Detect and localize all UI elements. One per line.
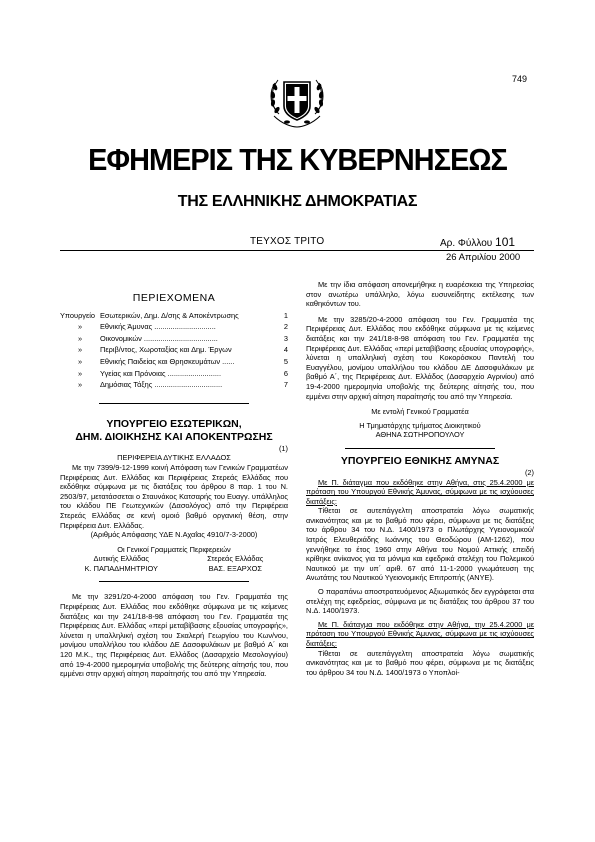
decision-paragraph: Με την ίδια απόφαση απονεμήθηκε η ευαρέσκεια της Υπηρεσίας στον ανωτέρω υπάλληλο, λόγω ευσυνείδητης εκτέλεσης των καθηκόντων του. bbox=[306, 280, 534, 309]
ministry-line: ΥΠΟΥΡΓΕΙΟ ΕΘΝΙΚΗΣ ΑΜΥΝΑΣ bbox=[340, 454, 500, 467]
toc-row bbox=[60, 368, 288, 380]
sheet-number: 101 bbox=[495, 235, 516, 249]
sheet-label: Αρ. Φύλλου bbox=[440, 238, 493, 249]
gazette-subtitle: ΤΗΣ ΕΛΛΗΝΙΚΗΣ ΔΗΜΟΚΡΑΤΙΑΣ bbox=[177, 193, 418, 210]
gazette-title: ΕΦΗΜΕΡΙΣ ΤΗΣ ΚΥΒΕΡΝΗΣΕΩΣ bbox=[88, 142, 507, 177]
decision-paragraph: Τίθεται σε αυτεπάγγελτη αποστρατεία λόγω σωματικής ανικανότητας και με το βαθμό που φέρει, σύμφωνα με τις διατάξεις του άρθρου 34 του Ν.Δ. 1400/1973 ο Πλωτάρχης Υγειονομικού/Ιατρός Ελευθεριάδης Ιωάννης του Θεοδώρου (ΑΜ-1262), που γεννήθηκε το έτος 1960 στην Αθήνα του Νομού Αττικής επειδή κρίθηκε ανίκανος για τα μόνιμα και εφεδρικά στελέχη του Πολεμικού Ναυτικού με την υπ΄ αριθ. 67 από 11-1-2000 γνωμάτευση της Ανωτάτης του Ναυτικού Υγειονομικής Επιτροπής (ΑΝΥΕ). bbox=[306, 506, 534, 583]
toc-col-b: Εθνικής Άμυνας .............................. bbox=[100, 322, 216, 332]
right-column bbox=[306, 280, 534, 677]
toc-col-b: Περιβ/ντος, Χωροταξίας και Δημ. Έργων bbox=[100, 345, 232, 355]
header-rule bbox=[60, 250, 534, 251]
signature-name: ΑΘΗΝΑ ΣΩΤΗΡΟΠΟΥΛΟΥ bbox=[375, 430, 465, 440]
toc-row bbox=[60, 310, 288, 322]
signature-role: Δυτικής Ελλάδας bbox=[93, 554, 149, 564]
signature-role: Στερεάς Ελλάδας bbox=[207, 554, 264, 564]
signature-2 bbox=[207, 554, 263, 573]
toc-row bbox=[60, 333, 288, 345]
toc-col-a: » bbox=[77, 333, 83, 343]
page-number: 749 bbox=[512, 74, 528, 84]
toc-col-b: Δημόσιας Τάξης ................................. bbox=[100, 380, 223, 390]
toc-col-b: Εσωτερικών, Δημ. Δ/σης & Αποκέντρωσης bbox=[100, 310, 239, 320]
toc-col-c: 4 bbox=[283, 345, 288, 355]
toc-title: ΠΕΡΙΕΧΟΜΕΝΑ bbox=[132, 292, 216, 304]
ministry-heading bbox=[306, 455, 534, 468]
toc-col-b: Υγείας και Πρόνοιας .......................... bbox=[100, 368, 222, 378]
decision-paragraph: Με την 3291/20-4-2000 απόφαση του Γεν. Γραμματέα της Περιφέρειας Δυτ. Ελλάδας που εκδόθηκε σύμφωνα με τις κείμενες διατάξεις και την 241/18-8-98 απόφαση του Γεν. Γραμματέα της Περιφέρειας Δυτ. Ελλάδας «περί μεταβίβασης εξουσίας υπογραφής», λύνεται η υπαλληλική σχέση του Σκαλερή Γεωργίου του Κων/νου, μονίμου υπαλλήλου του κλάδου ΔΕ Δασοφυλάκων με βαθμό Α΄ και 120 Μ.Κ., της Περιφέρειας Δυτ. Ελλάδος (Δασαρχείο Μεσολογγίου) από 19-4-2000 ημερομηνία υποβολής της δεύτερης αίτησής του, που εμμένει στην αρχική αίτηση παραίτησής του από την Υπηρεσία. bbox=[60, 592, 288, 679]
ministry-heading bbox=[60, 418, 288, 444]
decision-reference: (Αριθμός Απόφασης ΥΔΕ Ν.Αχαΐας 4910/7-3-2000) bbox=[90, 530, 258, 540]
signature-name: Κ. ΠΑΠΑΔΗΜΗΤΡΙΟΥ bbox=[84, 563, 158, 573]
signature-name: ΒΑΣ. ΕΞΑΡΧΟΣ bbox=[208, 563, 262, 573]
region-heading: ΠΕΡΙΦΕΡΕΙΑ ΔΥΤΙΚΗΣ ΕΛΛΑΔΟΣ bbox=[117, 453, 231, 463]
decision-paragraph: Ο παραπάνω αποστρατευόμενος Αξιωματικός δεν εγγράφεται στα στελέχη της εφεδρείας, σύμφωνα με τις διατάξεις του άρθρου 37 του Ν.Δ. 1400/1973. bbox=[306, 587, 534, 616]
signature-role: Η Τμηματάρχης τμήματος Διοικητικού bbox=[359, 420, 481, 430]
coat-of-arms-emblem bbox=[262, 72, 332, 134]
toc-col-a: » bbox=[77, 380, 83, 390]
toc-row bbox=[60, 356, 288, 368]
section-divider bbox=[345, 448, 495, 449]
table-of-contents bbox=[60, 310, 288, 391]
toc-col-a: » bbox=[77, 368, 83, 378]
signatures-block bbox=[60, 554, 288, 573]
toc-col-a: » bbox=[77, 345, 83, 355]
toc-col-a: » bbox=[77, 322, 83, 332]
left-column bbox=[60, 280, 288, 679]
toc-row bbox=[60, 321, 288, 333]
decision-number: (2) bbox=[524, 467, 534, 477]
decision-paragraph: Τίθεται σε αυτεπάγγελτη αποστρατεία λόγω σωματικής ανικανότητας και με το βαθμό που φέρει, σύμφωνα με τις διατάξεις του άρθρου 34 του Ν.Δ. 1400/1973 ο Υποπλοί- bbox=[306, 648, 534, 677]
decision-paragraph: Με την 7399/9-12-1999 κοινή Απόφαση των Γενικών Γραμματέων Περιφέρειας Δυτ. Ελλάδας και Περιφέρειας Στερεάς Ελλάδας που εκδόθηκε σύμφωνα με τις διατάξεις του άρθρου 8 παρ. 1 του Ν. 2503/97, μετατάσσεται ο Σταυνάκος Κατσαρής του Ευαγγ. υπάλληλος του κλάδου ΠΕ Γεωτεχνικών (Δασολόγος) από την Περιφέρεια Στερεάς Ελλάδας σε κενή ομοιό βαθμό οργανική θέση, στην Περιφέρεια Δυτ. Ελλάδας. bbox=[60, 462, 288, 530]
toc-col-c: 3 bbox=[283, 333, 288, 343]
toc-col-c: 6 bbox=[283, 368, 288, 378]
toc-col-c: 7 bbox=[283, 380, 288, 390]
decision-paragraph: Με Π. διάταγμα που εκδόθηκε στην Αθήνα, στις 25.4.2000 με πρόταση του Υπουργού Εθνικής Άμυνας, σύμφωνα με τις ισχύουσες διατάξεις: bbox=[306, 477, 534, 506]
toc-row bbox=[60, 344, 288, 356]
toc-col-c: 5 bbox=[283, 356, 288, 366]
signatures-heading: Οι Γενικοί Γραμματείς Περιφερειών bbox=[117, 544, 231, 554]
toc-row bbox=[60, 379, 288, 391]
section-divider bbox=[99, 581, 249, 582]
ministry-line-1: ΥΠΟΥΡΓΕΙΟ ΕΣΩΤΕΡΙΚΩΝ, bbox=[106, 417, 242, 430]
decision-paragraph: Με Π. διάταγμα που εκδόθηκε στην Αθήνα, την 25.4.2000 με πρόταση του Υπουργού Εθνικής Άμυνας, σύμφωνα με τις ισχύουσες διατάξεις: bbox=[306, 619, 534, 648]
signature-line: Με εντολή Γενικού Γραμματέα bbox=[371, 407, 469, 417]
toc-col-b: Εθνικής Παιδείας και Θρησκευμάτων ...... bbox=[100, 356, 235, 366]
toc-col-a: » bbox=[77, 356, 83, 366]
issue-date: 26 Απριλίου 2000 bbox=[446, 252, 521, 263]
decision-paragraph: Με την 3285/20-4-2000 απόφαση του Γεν. Γραμματέα της Περιφέρειας Δυτ. Ελλάδας που εκδόθηκε σύμφωνα με τις κείμενες διατάξεις και την 241/18-8-98 απόφαση του Γεν. Γραμματέα της Περιφέρειας Δυτ. Ελλάδας «περί μεταβίβασης εξουσίας υπογραφής», λύνεται η υπαλληλική σχέση του Κοκορόσκου Παντελή του Ευαγγέλου, μονίμου υπαλλήλου του κλάδου ΔΕ Δασοφυλάκων με βαθμό Α΄, της Περιφέρειας Δυτ. Ελλάδος (Δασαρχείο Αγρινίου) από 19-4-2000 ημερομηνία υποβολής της δεύτερης αίτησής του, που εμμένει στην αρχική αίτηση παραίτησής του από την Υπηρεσία. bbox=[306, 314, 534, 401]
decision-number: (1) bbox=[278, 443, 288, 453]
signature-1 bbox=[85, 554, 158, 573]
sheet-number-label bbox=[440, 235, 515, 249]
toc-col-b: Οικονομικών .................................... bbox=[100, 333, 218, 343]
toc-col-c: 1 bbox=[283, 310, 288, 320]
toc-col-a: Υπουργείο bbox=[60, 310, 96, 320]
issue-type: ΤΕΥΧΟΣ ΤΡΙΤΟ bbox=[250, 236, 325, 247]
ministry-line-2: ΔΗΜ. ΔΙΟΙΚΗΣΗΣ ΚΑΙ ΑΠΟΚΕΝΤΡΩΣΗΣ bbox=[75, 430, 273, 443]
section-divider bbox=[99, 403, 249, 404]
toc-col-c: 2 bbox=[283, 322, 288, 332]
